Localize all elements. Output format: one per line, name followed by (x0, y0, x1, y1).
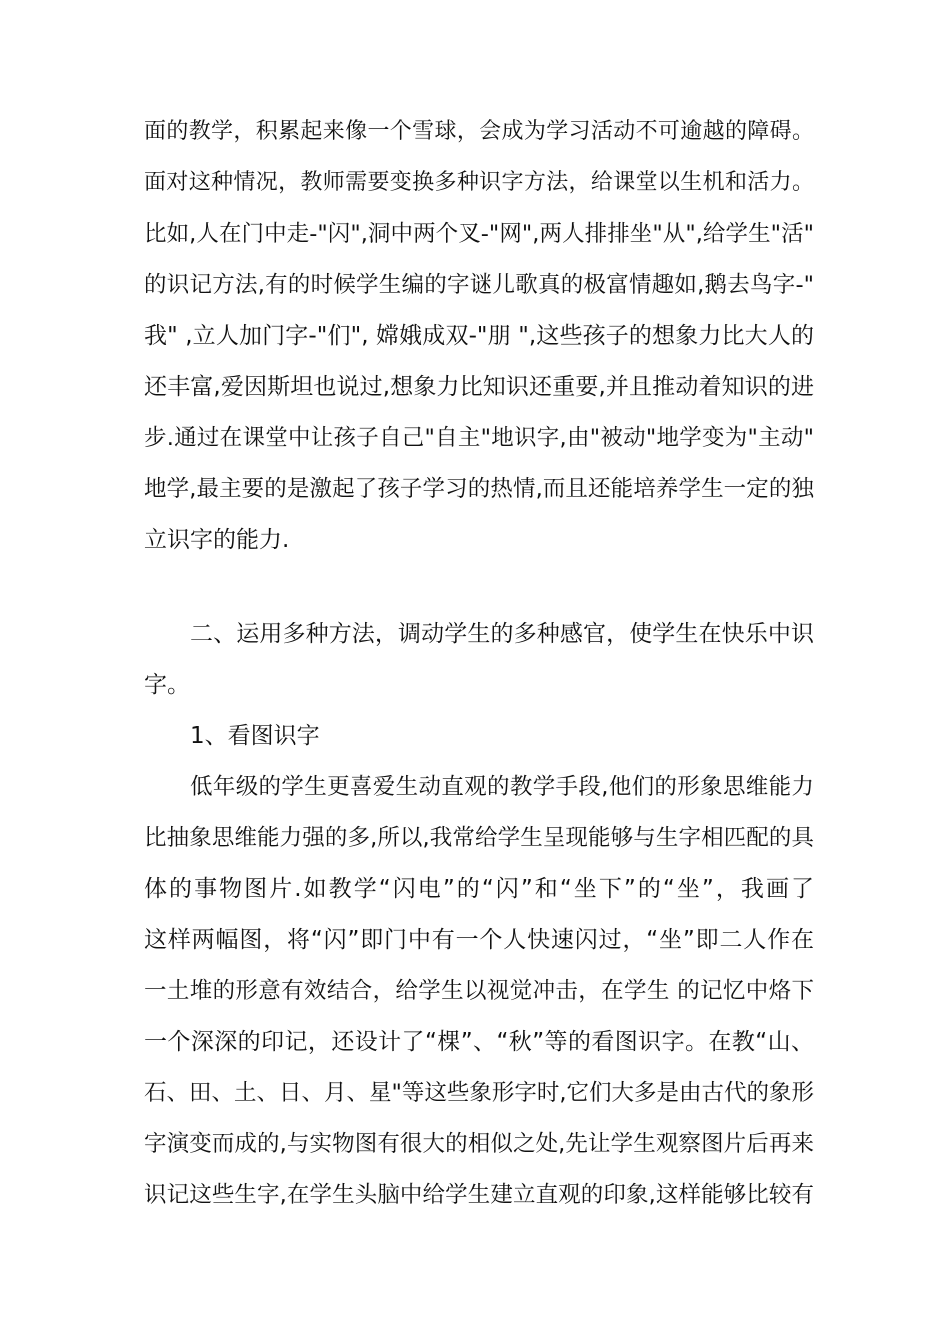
section-heading-continuation: 字。 (144, 672, 190, 698)
text-line: 比如,人在门中走-"闪",洞中两个叉-"网",两人排排坐"从",给学生"活" (144, 221, 814, 247)
text-line: 地学,最主要的是激起了孩子学习的热情,而且还能培养学生一定的独 (144, 476, 814, 502)
text-line: 这样两幅图，将“闪”即门中有一个人快速闪过，“坐”即二人作在 (144, 927, 814, 953)
text-line: 步.通过在课堂中让孩子自己"自主"地识字,由"被动"地学变为"主动" (144, 425, 814, 451)
text-line: 一土堆的形意有效结合，给学生以视觉冲击，在学生 的记忆中烙下 (144, 978, 814, 1004)
text-line: 比抽象思维能力强的多,所以,我常给学生呈现能够与生字相匹配的具 (144, 825, 814, 851)
subsection-heading: 1、看图识字 (190, 723, 320, 749)
text-line: 立识字的能力. (144, 527, 290, 553)
text-line: 识记这些生字,在学生头脑中给学生建立直观的印象,这样能够比较有 (144, 1182, 814, 1208)
text-line: 一个深深的印记，还设计了“棵”、“秋”等的看图识字。在教“山、 (144, 1029, 814, 1055)
text-line: 还丰富,爱因斯坦也说过,想象力比知识还重要,并且推动着知识的进 (144, 374, 814, 400)
text-line: 体的事物图片.如教学“闪电”的“闪”和“坐下”的“坐”，我画了 (144, 876, 814, 902)
text-line: 低年级的学生更喜爱生动直观的教学手段,他们的形象思维能力 (190, 774, 814, 800)
text-line: 字演变而成的,与实物图有很大的相似之处,先让学生观察图片后再来 (144, 1131, 814, 1157)
text-line: 石、田、土、日、月、星"等这些象形字时,它们大多是由古代的象形 (144, 1080, 815, 1106)
text-line: 我" ,立人加门字-"们", 嫦娥成双-"朋 ",这些孩子的想象力比大人的 (144, 323, 814, 349)
text-line: 的识记方法,有的时候学生编的字谜儿歌真的极富情趣如,鹅去鸟字-" (144, 272, 814, 298)
text-line: 面对这种情况，教师需要变换多种识字方法，给课堂以生机和活力。 (144, 170, 814, 195)
section-heading: 二、运用多种方法，调动学生的多种感官，使学生在快乐中识 (190, 621, 814, 647)
text-line: 面的教学，积累起来像一个雪球，会成为学习活动不可逾越的障碍。 (144, 119, 814, 144)
